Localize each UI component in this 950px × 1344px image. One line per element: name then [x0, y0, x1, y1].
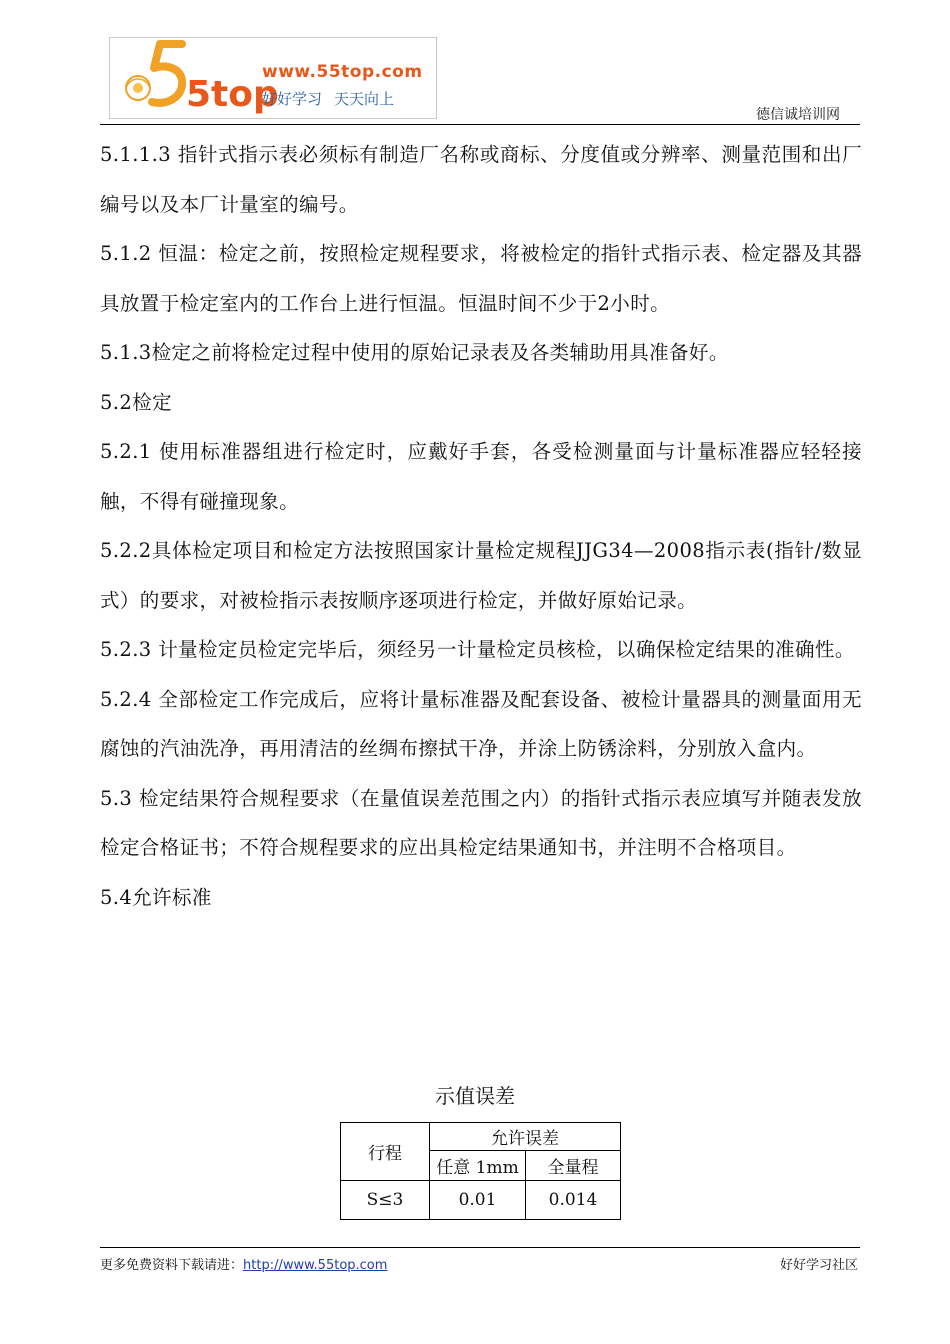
paragraph-5-1-3: 5.1.3检定之前将检定过程中使用的原始记录表及各类辅助用具准备好。	[100, 341, 729, 364]
heading-5-2: 5.2检定	[100, 390, 173, 414]
footer-prefix: 更多免费资料下载请进：	[100, 1258, 244, 1273]
table-title: 示值误差	[435, 1084, 515, 1108]
site-name: 德信诚培训网	[756, 107, 840, 123]
cell-travel: S≤3	[341, 1181, 430, 1220]
header-any-1mm: 任意 1mm	[430, 1151, 526, 1181]
footer-community: 好好学习社区	[779, 1258, 858, 1273]
paragraph-5-3: 5.3 检定结果符合规程要求（在量值误差范围之内）的指针式指示表应填写并随表发放检定合格证书；不符合规程要求的应出具检定结果通知书，并注明不合格项目。	[100, 786, 862, 859]
cell-full-range: 0.014	[526, 1181, 621, 1220]
paragraph-5-2-1: 5.2.1 使用标准器组进行检定时，应戴好手套，各受检测量面与计量标准器应轻轻接触，不得有碰撞现象。	[100, 440, 862, 513]
paragraph-5-1-2: 5.1.2 恒温：检定之前，按照检定规程要求，将被检定的指针式指示表、检定器及其器具放置于检定室内的工作台上进行恒温。恒温时间不少于2小时。	[100, 242, 862, 315]
slogan-part-1: 好好学习	[262, 90, 323, 108]
heading-5-4: 5.4允许标准	[100, 885, 212, 909]
logo-slogan	[262, 88, 394, 109]
header-allowed-error: 允许误差	[430, 1123, 621, 1151]
slogan-part-2: 天天向上	[334, 90, 395, 108]
footer-link[interactable]: http://www.55top.com	[243, 1258, 388, 1273]
paragraph-5-2-4: 5.2.4 全部检定工作完成后，应将计量标准器及配套设备、被检计量器具的测量面用无腐蚀的汽油洗净，再用清洁的丝绸布擦拭干净，并涂上防锈涂料，分别放入盒内。	[100, 687, 862, 760]
logo-wordmark: 5top	[186, 74, 279, 115]
paragraph-5-2-3: 5.2.3 计量检定员检定完毕后，须经另一计量检定员核检，以确保检定结果的准确性。	[100, 638, 855, 661]
cell-any-1mm: 0.01	[430, 1181, 526, 1220]
table-header-row	[341, 1123, 621, 1151]
header-divider	[100, 124, 860, 125]
table-row	[341, 1181, 621, 1220]
header-travel: 行程	[341, 1123, 430, 1181]
logo-url: www.55top.com	[262, 62, 423, 82]
paragraph-5-2-2: 5.2.2具体检定项目和检定方法按照国家计量检定规程JJG34—2008指示表(指针/数显式）的要求，对被检指示表按顺序逐项进行检定，并做好原始记录。	[100, 539, 862, 612]
footer-divider	[100, 1247, 860, 1248]
logo-5top-icon	[116, 40, 279, 116]
site-logo	[109, 37, 437, 119]
document-body	[100, 130, 862, 922]
error-table	[340, 1122, 621, 1220]
paragraph-5-1-1-3: 5.1.1.3 指针式指示表必须标有制造厂名称或商标、分度值或分辨率、测量范围和出厂编号以及本厂计量室的编号。	[100, 143, 862, 216]
footer-download-text	[100, 1254, 387, 1273]
header-full-range: 全量程	[526, 1151, 621, 1181]
